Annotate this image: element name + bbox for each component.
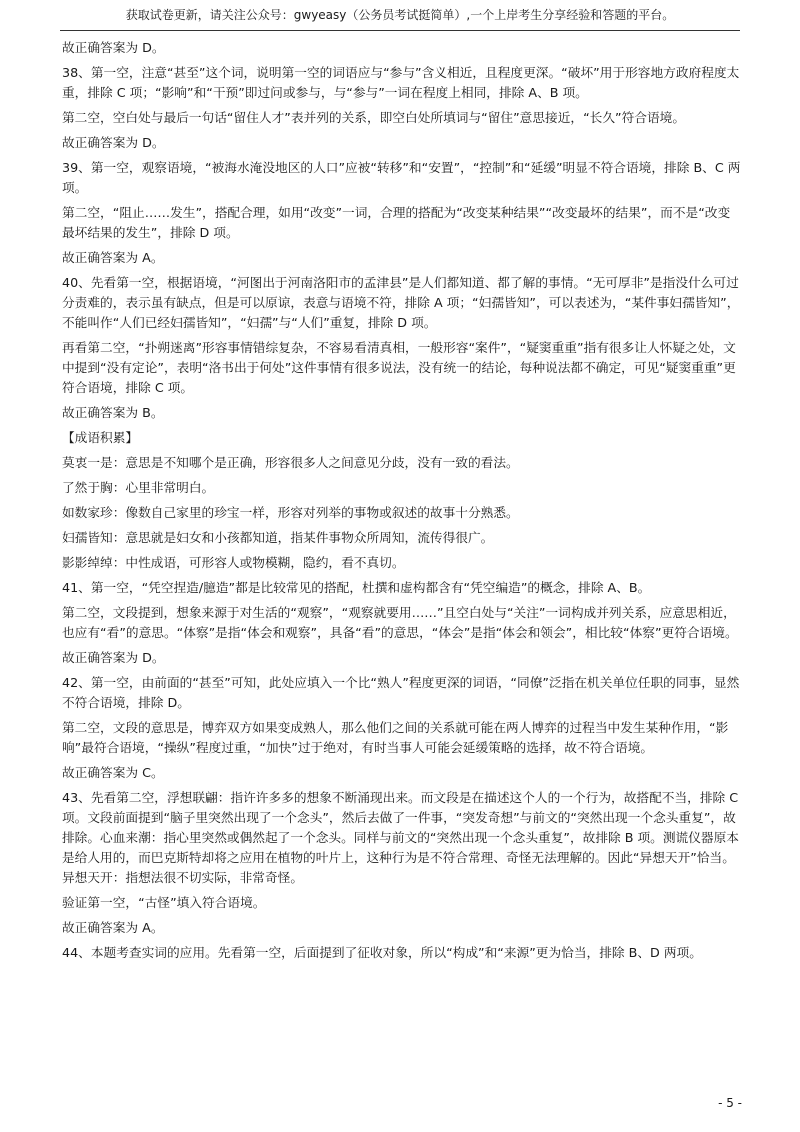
document-body <box>62 38 742 968</box>
explanation-paragraph: 39、第一空，观察语境，“被海水淹没地区的人口”应被“转移”和“安置”，“控制”和“延缓”明显不符合语境，排除 B、C 两项。 <box>62 160 741 195</box>
idiom-entry: 影影绰绰：中性成语，可形容人或物模糊，隐约，看不真切。 <box>62 555 405 570</box>
page-header: 获取试卷更新，请关注公众号：gwyeasy（公务员考试挺简单）,一个上岸考生分享经验和答题的平台。 <box>60 0 740 31</box>
idiom-entry: 如数家珍：像数自己家里的珍宝一样，形容对列举的事物或叙述的故事十分熟悉。 <box>62 505 519 520</box>
answer-line: 故正确答案为 D。 <box>62 135 165 150</box>
answer-line: 故正确答案为 A。 <box>62 920 164 935</box>
explanation-paragraph: 44、本题考查实词的应用。先看第一空，后面提到了征收对象，所以“构成”和“来源”更为恰当，排除 B、D 两项。 <box>62 945 702 960</box>
idiom-entry: 妇孺皆知：意思就是妇女和小孩都知道，指某件事物众所周知，流传得很广。 <box>62 530 494 545</box>
explanation-paragraph: 40、先看第一空，根据语境，“河图出于河南洛阳市的孟津县”是人们都知道、都了解的事情。“无可厚非”是指没什么可过分责难的，表示虽有缺点，但是可以原谅，表意与语境不符，排除 A 项；“妇孺皆知”，可以表述为，“某件事妇孺皆知”，不能叫作“人们已经妇孺皆知”，“妇孺”与“人们”重复，排除 D 项。 <box>62 275 740 330</box>
explanation-paragraph: 43、先看第二空，浮想联翩：指许许多多的想象不断涌现出来。而文段是在描述这个人的一个行为，故搭配不当，排除 C 项。文段前面提到“脑子里突然出现了一个念头”，然后去做了一件事，“突发奇想”与前文的“突然出现一个念头重复”，故排除。心血来潮：指心里突然或偶然起了一个念头。同样与前文的“突然出现一个念头重复”，故排除 B 项。测谎仪器原本是给人用的，而巴克斯特却将之应用在植物的叶片上，这种行为是不符合常理、奇怪无法理解的。因此“异想天开”恰当。异想天开：指想法很不切实际，非常奇怪。 <box>62 790 739 885</box>
answer-line: 故正确答案为 B。 <box>62 405 164 420</box>
answer-line: 故正确答案为 C。 <box>62 765 164 780</box>
explanation-paragraph: 41、第一空，“凭空捏造/臆造”都是比较常见的搭配，杜撰和虚构都含有“凭空编造”的概念，排除 A、B。 <box>62 580 651 595</box>
explanation-paragraph: 第二空，文段的意思是，博弈双方如果变成熟人，那么他们之间的关系就可能在两人博弈的过程当中发生某种作用，“影响”最符合语境，“操纵”程度过重，“加快”过于绝对，有时当事人可能会延缓策略的选择，故不符合语境。 <box>62 720 729 755</box>
idiom-entry: 莫衷一是：意思是不知哪个是正确，形容很多人之间意见分歧，没有一致的看法。 <box>62 455 519 470</box>
answer-line: 故正确答案为 D。 <box>62 40 165 55</box>
page-number: - 5 - <box>718 1096 742 1110</box>
idiom-entry: 了然于胸：心里非常明白。 <box>62 480 215 495</box>
explanation-paragraph: 再看第二空，“扑朔迷离”形容事情错综复杂，不容易看清真相，一般形容“案件”，“疑窦重重”指有很多让人怀疑之处，文中提到“没有定论”，表明“洛书出于何处”这件事情有很多说法，没有统一的结论，每种说法都不确定，可见“疑窦重重”更符合语境，排除 C 项。 <box>62 340 736 395</box>
explanation-paragraph: 第二空，文段提到，想象来源于对生活的“观察”，“观察就要用……”且空白处与“关注”一词构成并列关系，应意思相近，也应有“看”的意思。“体察”是指“体会和观察”，具备“看”的意思，“体会”是指“体会和领会”，相比较“体察”更符合语境。 <box>62 605 738 640</box>
explanation-paragraph: 42、第一空，由前面的“甚至”可知，此处应填入一个比“熟人”程度更深的词语，“同僚”泛指在机关单位任职的同事，显然不符合语境，排除 D。 <box>62 675 740 710</box>
answer-line: 故正确答案为 A。 <box>62 250 164 265</box>
explanation-paragraph: 第二空，“阻止……发生”，搭配合理，如用“改变”一词，合理的搭配为“改变某种结果”“改变最坏的结果”，而不是“改变最坏结果的发生”，排除 D 项。 <box>62 205 731 240</box>
answer-line: 故正确答案为 D。 <box>62 650 165 665</box>
section-heading: 【成语积累】 <box>62 430 139 445</box>
explanation-paragraph: 38、第一空，注意“甚至”这个词，说明第一空的词语应与“参与”含义相近，且程度更深。“破坏”用于形容地方政府程度太重，排除 C 项；“影响”和“干预”即过问或参与，与“参与”一词在程度上相同，排除 A、B 项。 <box>62 65 740 100</box>
explanation-paragraph: 验证第一空，“古怪”填入符合语境。 <box>62 895 266 910</box>
explanation-paragraph: 第二空，空白处与最后一句话“留住人才”表并列的关系，即空白处所填词与“留住”意思接近，“长久”符合语境。 <box>62 110 686 125</box>
